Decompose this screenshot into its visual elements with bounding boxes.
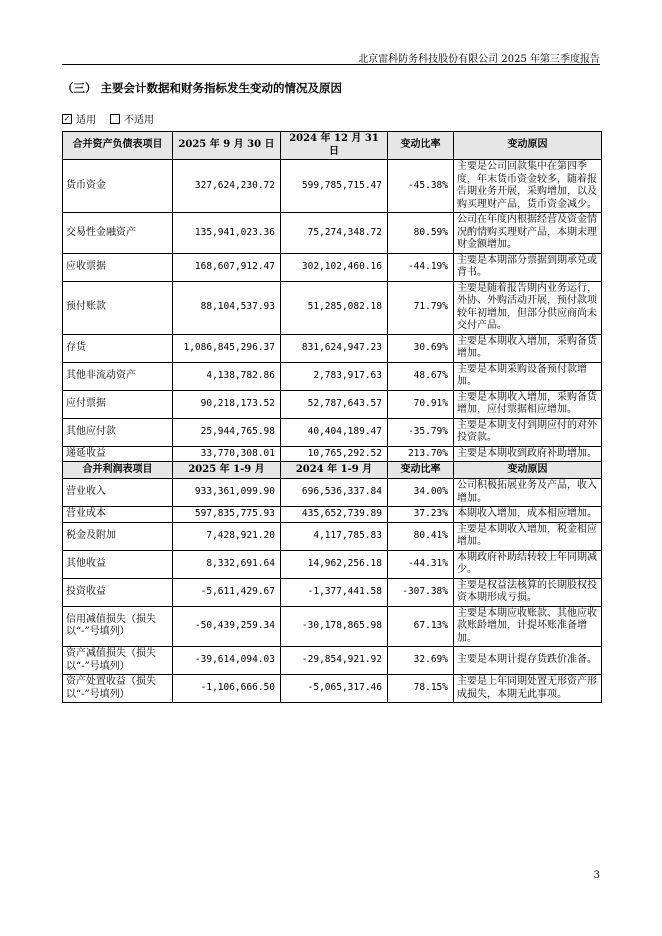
column-header: 合并资产负债表项目 — [63, 132, 173, 160]
item-cell: 应付票据 — [63, 390, 173, 418]
table-row — [63, 362, 602, 390]
previous-value-cell: -1,377,441.58 — [281, 578, 388, 606]
change-reason-cell: 主要是本期应收账款、其他应收款账龄增加，计提坏账准备增加。 — [454, 606, 602, 647]
column-header: 2024 年 12 月 31 日 — [281, 132, 388, 160]
change-ratio-cell: 80.59% — [388, 213, 454, 254]
previous-value-cell: 831,624,947.23 — [281, 334, 388, 362]
change-reason-cell: 主要是本期收到政府补助增加。 — [454, 446, 602, 462]
current-value-cell: 933,361,099.90 — [173, 479, 281, 507]
change-ratio-cell: 34.00% — [388, 479, 454, 507]
item-cell: 信用减值损失（损失以“-”号填列） — [63, 606, 173, 647]
change-ratio-cell: 67.13% — [388, 606, 454, 647]
previous-value-cell: 10,765,292.52 — [281, 446, 388, 462]
change-reason-cell: 主要是本期收入增加，税金相应增加。 — [454, 522, 602, 550]
current-value-cell: 25,944,765.98 — [173, 418, 281, 446]
change-ratio-cell: 71.79% — [388, 281, 454, 334]
current-value-cell: 90,218,173.52 — [173, 390, 281, 418]
table-row — [63, 550, 602, 578]
previous-value-cell: 75,274,348.72 — [281, 213, 388, 254]
table-row — [63, 479, 602, 507]
previous-value-cell: 52,787,643.57 — [281, 390, 388, 418]
item-cell: 交易性金融资产 — [63, 213, 173, 254]
current-value-cell: 33,770,308.01 — [173, 446, 281, 462]
previous-value-cell: 2,783,917.63 — [281, 362, 388, 390]
change-reason-cell: 主要是本期支付到期应付的对外投资款。 — [454, 418, 602, 446]
item-cell: 营业收入 — [63, 479, 173, 507]
table-row — [63, 446, 602, 462]
previous-value-cell: -30,178,865.98 — [281, 606, 388, 647]
applicability-options — [62, 111, 154, 126]
current-value-cell: 4,138,782.86 — [173, 362, 281, 390]
item-cell: 货币资金 — [63, 160, 173, 213]
item-cell: 其他应付款 — [63, 418, 173, 446]
change-ratio-cell: 48.67% — [388, 362, 454, 390]
change-reason-cell: 主要是本期收入增加，采购备货增加。 — [454, 334, 602, 362]
current-value-cell: 8,332,691.64 — [173, 550, 281, 578]
item-cell: 预付账款 — [63, 281, 173, 334]
income-header-row — [63, 462, 602, 479]
column-header: 2024 年 1-9 月 — [281, 462, 388, 479]
change-ratio-cell: -44.19% — [388, 253, 454, 281]
table-row — [63, 390, 602, 418]
financial-changes-table — [62, 131, 602, 703]
change-ratio-cell: -35.79% — [388, 418, 454, 446]
column-header: 合并利润表项目 — [63, 462, 173, 479]
column-header: 变动原因 — [454, 132, 602, 160]
change-reason-cell: 主要是权益法核算的长期股权投资本期形成亏损。 — [454, 578, 602, 606]
change-ratio-cell: 70.91% — [388, 390, 454, 418]
item-cell: 递延收益 — [63, 446, 173, 462]
table-row — [63, 334, 602, 362]
table-row — [63, 606, 602, 647]
change-reason-cell: 主要是本期收入增加，采购备货增加，应付票据相应增加。 — [454, 390, 602, 418]
page-number: 3 — [593, 870, 600, 881]
change-ratio-cell: 78.15% — [388, 675, 454, 703]
column-header: 2025 年 9 月 30 日 — [173, 132, 281, 160]
table-row — [63, 253, 602, 281]
applicable-checkbox[interactable]: ✓ — [63, 113, 71, 123]
table-row — [63, 281, 602, 334]
change-reason-cell: 主要是随着报告期内业务运行，外协、外购活动开展，预付款项较年初增加，但部分供应商尚未交付产品。 — [454, 281, 602, 334]
column-header: 变动比率 — [388, 132, 454, 160]
previous-value-cell: -29,854,921.92 — [281, 647, 388, 675]
previous-value-cell: 435,652,739.89 — [281, 507, 388, 523]
item-cell: 其他非流动资产 — [63, 362, 173, 390]
change-ratio-cell: -44.31% — [388, 550, 454, 578]
current-value-cell: 1,086,845,296.37 — [173, 334, 281, 362]
item-cell: 投资收益 — [63, 578, 173, 606]
previous-value-cell: 14,962,256.18 — [281, 550, 388, 578]
column-header: 2025 年 1-9 月 — [173, 462, 281, 479]
item-cell: 应收票据 — [63, 253, 173, 281]
item-cell: 营业成本 — [63, 507, 173, 523]
table-row — [63, 675, 602, 703]
previous-value-cell: 302,102,460.16 — [281, 253, 388, 281]
column-header: 变动比率 — [388, 462, 454, 479]
not-applicable-checkbox[interactable] — [110, 114, 120, 124]
change-reason-cell: 主要是公司回款集中在第四季度，年末货币资金较多，随着报告期业务开展，采购增加，以及购买理财产品，货币资金减少。 — [454, 160, 602, 213]
current-value-cell: -1,106,666.50 — [173, 675, 281, 703]
change-reason-cell: 主要是本期采购设备预付款增加。 — [454, 362, 602, 390]
table-row — [63, 578, 602, 606]
change-reason-cell: 本期收入增加，成本相应增加。 — [454, 507, 602, 523]
item-cell: 存货 — [63, 334, 173, 362]
previous-value-cell: 599,785,715.47 — [281, 160, 388, 213]
change-reason-cell: 公司积极拓展业务及产品，收入增加。 — [454, 479, 602, 507]
change-ratio-cell: -307.38% — [388, 578, 454, 606]
current-value-cell: -50,439,259.34 — [173, 606, 281, 647]
table-row — [63, 522, 602, 550]
current-value-cell: 135,941,023.36 — [173, 213, 281, 254]
current-value-cell: 327,624,230.72 — [173, 160, 281, 213]
current-value-cell: 597,835,775.93 — [173, 507, 281, 523]
change-ratio-cell: 37.23% — [388, 507, 454, 523]
change-reason-cell: 公司在年度内根据经营及资金情况酌情购买理财产品，本期末理财金额增加。 — [454, 213, 602, 254]
header-divider — [62, 64, 600, 65]
previous-value-cell: 51,285,082.18 — [281, 281, 388, 334]
item-cell: 税金及附加 — [63, 522, 173, 550]
table-row — [63, 507, 602, 523]
balance-header-row — [63, 132, 602, 160]
change-ratio-cell: 30.69% — [388, 334, 454, 362]
current-value-cell: 7,428,921.20 — [173, 522, 281, 550]
previous-value-cell: -5,065,317.46 — [281, 675, 388, 703]
change-reason-cell: 本期政府补助结转较上年同期减少。 — [454, 550, 602, 578]
column-header: 变动原因 — [454, 462, 602, 479]
table-row — [63, 213, 602, 254]
change-ratio-cell: 32.69% — [388, 647, 454, 675]
table-row — [63, 160, 602, 213]
table-row — [63, 418, 602, 446]
previous-value-cell: 696,536,337.84 — [281, 479, 388, 507]
current-value-cell: -5,611,429.67 — [173, 578, 281, 606]
item-cell: 资产减值损失（损失以“-”号填列） — [63, 647, 173, 675]
item-cell: 资产处置收益（损失以“-”号填列） — [63, 675, 173, 703]
section-title: （三） 主要会计数据和财务指标发生变动的情况及原因 — [62, 81, 343, 95]
not-applicable-label: 不适用 — [124, 115, 154, 126]
change-reason-cell: 主要是上年同期处置无形资产形成损失，本期无此事项。 — [454, 675, 602, 703]
applicable-label: 适用 — [76, 115, 96, 126]
current-value-cell: 88,104,537.93 — [173, 281, 281, 334]
previous-value-cell: 4,117,785.83 — [281, 522, 388, 550]
item-cell: 其他收益 — [63, 550, 173, 578]
change-reason-cell: 主要是本期部分票据到期承兑或背书。 — [454, 253, 602, 281]
page-header: 北京雷科防务科技股份有限公司 2025 年第三季度报告 — [358, 54, 600, 65]
current-value-cell: -39,614,094.03 — [173, 647, 281, 675]
change-reason-cell: 主要是本期计提存货跌价准备。 — [454, 647, 602, 675]
change-ratio-cell: 213.70% — [388, 446, 454, 462]
change-ratio-cell: 80.41% — [388, 522, 454, 550]
table-row — [63, 647, 602, 675]
previous-value-cell: 40,404,189.47 — [281, 418, 388, 446]
change-ratio-cell: -45.38% — [388, 160, 454, 213]
current-value-cell: 168,607,912.47 — [173, 253, 281, 281]
